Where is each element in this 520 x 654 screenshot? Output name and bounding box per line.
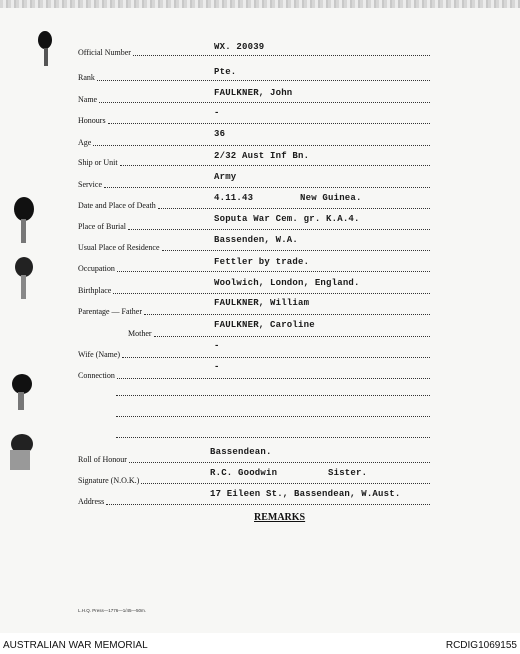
punch-hole-mark xyxy=(12,195,36,247)
father-value: FAULKNER, William xyxy=(214,298,310,308)
field-label: Address xyxy=(78,497,105,506)
field-connection xyxy=(78,366,430,380)
punch-hole-mark xyxy=(4,432,36,474)
field-label: Official Number xyxy=(78,48,131,57)
field-label: Ship or Unit xyxy=(78,158,118,167)
field-label: Usual Place of Residence xyxy=(78,243,160,252)
age-value: 36 xyxy=(214,129,226,139)
connection-value: - xyxy=(214,362,220,372)
field-service xyxy=(78,175,430,189)
blank-line xyxy=(116,394,430,396)
field-label: Honours xyxy=(78,116,106,125)
printer-imprint: L.H.Q. Press—1776—1/45—50m. xyxy=(78,608,147,613)
field-label: Age xyxy=(78,138,92,147)
rank-value: Pte. xyxy=(214,67,237,77)
field-date-place-death xyxy=(78,196,430,210)
honours-value: - xyxy=(214,108,220,118)
field-label: Birthplace xyxy=(78,286,112,295)
occupation-value: Fettler by trade. xyxy=(214,257,310,267)
remarks-heading: REMARKS xyxy=(254,512,306,523)
wife-value: - xyxy=(214,341,220,351)
blank-line xyxy=(116,436,430,438)
birthplace-value: Woolwich, London, England. xyxy=(214,278,360,288)
field-label: Place of Burial xyxy=(78,222,126,231)
service-value: Army xyxy=(214,172,237,182)
scan-edge xyxy=(0,0,520,8)
field-label: Parentage — Father xyxy=(78,307,142,316)
record-id: RCDIG1069155 xyxy=(445,640,517,651)
burial-value: Soputa War Cem. gr. K.A.4. xyxy=(214,214,360,224)
blank-line xyxy=(116,415,430,417)
address-value: 17 Eileen St., Bassendean, W.Aust. xyxy=(210,489,401,499)
field-label: Mother xyxy=(128,329,152,338)
field-label: Roll of Honour xyxy=(78,455,127,464)
signature-name-value: R.C. Goodwin xyxy=(210,468,278,478)
death-date-value: 4.11.43 xyxy=(214,193,254,203)
punch-hole-mark xyxy=(6,372,36,412)
residence-value: Bassenden, W.A. xyxy=(214,235,299,245)
death-place-value: New Guinea. xyxy=(300,193,362,203)
name-value: FAULKNER, John xyxy=(214,88,293,98)
field-label: Connection xyxy=(78,371,115,380)
field-label: Date and Place of Death xyxy=(78,201,156,210)
field-rank xyxy=(78,68,430,82)
field-label: Rank xyxy=(78,73,95,82)
archive-footer xyxy=(0,636,520,654)
roll-of-honour-value: Bassendean. xyxy=(210,447,272,457)
field-age xyxy=(78,133,430,147)
field-label: Occupation xyxy=(78,264,115,273)
punch-hole-mark xyxy=(36,30,58,70)
field-wife xyxy=(78,345,430,359)
signature-relation-value: Sister. xyxy=(328,468,368,478)
mother-value: FAULKNER, Caroline xyxy=(214,320,315,330)
field-label: Signature (N.O.K.) xyxy=(78,476,140,485)
official-number-value: WX. 20039 xyxy=(214,42,265,52)
punch-hole-mark xyxy=(12,255,36,303)
archive-name: AUSTRALIAN WAR MEMORIAL xyxy=(3,640,148,651)
field-label: Service xyxy=(78,180,102,189)
field-honours xyxy=(78,111,430,125)
field-label: Name xyxy=(78,95,98,104)
field-label: Wife (Name) xyxy=(78,350,121,359)
ship-or-unit-value: 2/32 Aust Inf Bn. xyxy=(214,151,310,161)
